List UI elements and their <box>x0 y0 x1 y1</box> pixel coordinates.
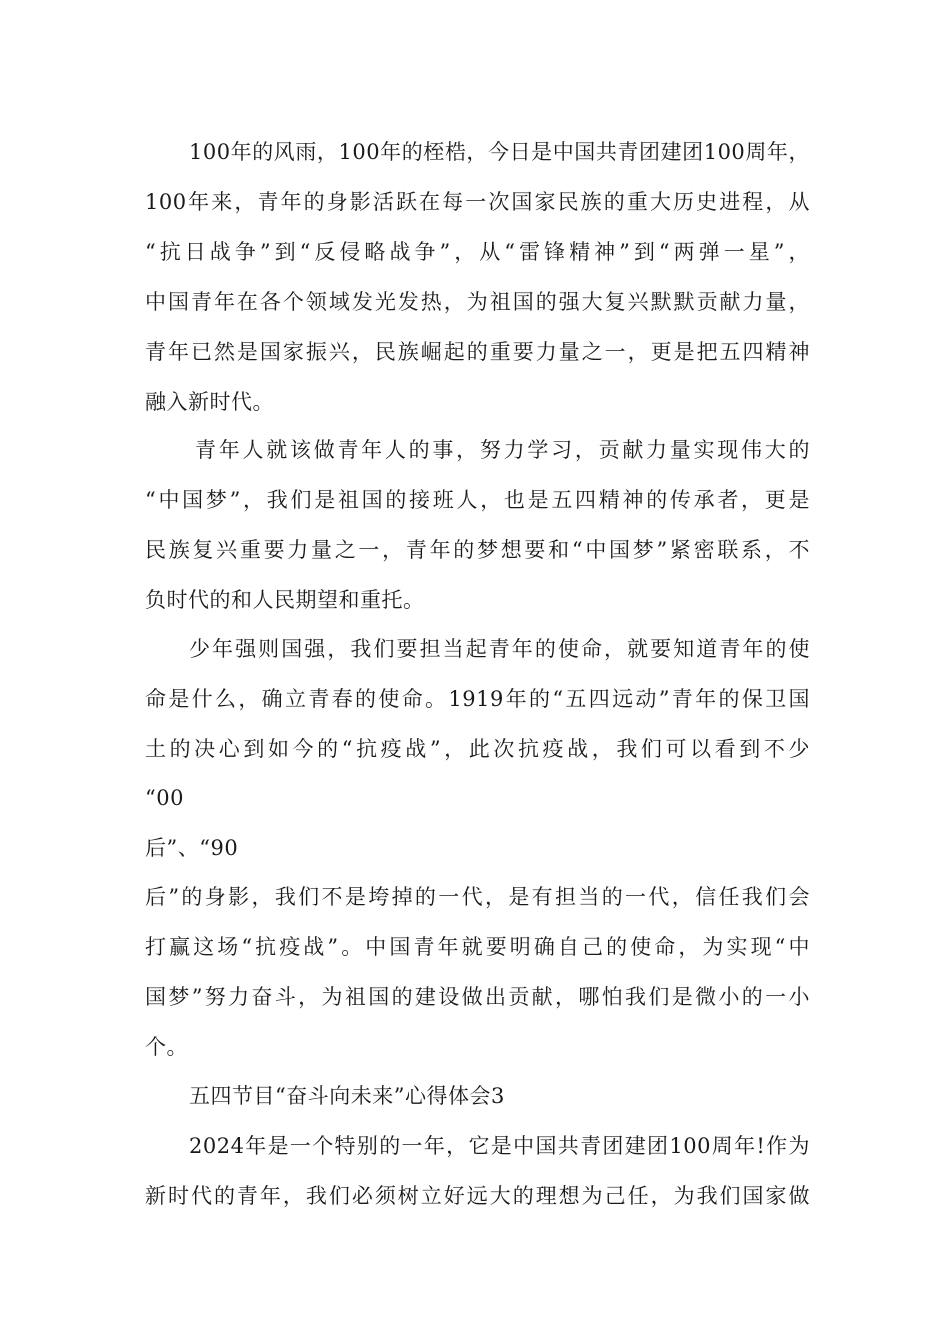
text-line: 负时代的和人民期望和重托。 <box>145 588 425 612</box>
text-line: 后”的身影，我们不是垮掉的一代，是有担当的一代，信任我们会 <box>145 885 810 909</box>
section-title: 五四节目“奋斗向未来”心得体会3 <box>189 1084 505 1108</box>
text-line: 民族复兴重要力量之一，青年的梦想要和“中国梦”紧密联系，不 <box>145 538 810 562</box>
text-line: “抗日战争”到“反侵略战争”，从“雷锋精神”到“两弹一星”， <box>145 240 810 264</box>
text-line: 少年强则国强，我们要担当起青年的使命，就要知道青年的使 <box>189 637 810 661</box>
text-line: 青年人就该做青年人的事，努力学习，贡献力量实现伟大的 <box>195 438 810 462</box>
text-line: 100年的风雨，100年的桎梏，今日是中国共青团建团100周年， <box>189 140 810 164</box>
text-line: 新时代的青年，我们必须树立好远大的理想为己任，为我们国家做 <box>145 1184 810 1208</box>
text-line: 土的决心到如今的“抗疫战”，此次抗疫战，我们可以看到不少 <box>145 737 810 761</box>
text-line: 国梦”努力奋斗，为祖国的建设做出贡献，哪怕我们是微小的一小 <box>145 985 810 1009</box>
text-line: 融入新时代。 <box>145 390 274 414</box>
text-line: “中国梦”，我们是祖国的接班人，也是五四精神的传承者，更是 <box>145 488 810 512</box>
text-line: 后”、“90 <box>145 836 239 860</box>
text-line: 个。 <box>145 1035 188 1059</box>
text-line: 2024年是一个特别的一年，它是中国共青团建团100周年!作为 <box>189 1134 810 1158</box>
text-line: “00 <box>145 786 184 810</box>
text-line: 青年已然是国家振兴，民族崛起的重要力量之一，更是把五四精神 <box>145 340 810 364</box>
text-line: 100年来，青年的身影活跃在每一次国家民族的重大历史进程，从 <box>145 190 810 214</box>
text-line: 打赢这场“抗疫战”。中国青年就要明确自己的使命，为实现“中 <box>145 935 810 959</box>
text-line: 命是什么，确立青春的使命。1919年的“五四远动”青年的保卫国 <box>145 687 810 711</box>
text-line: 中国青年在各个领域发光发热，为祖国的强大复兴默默贡献力量， <box>145 290 810 314</box>
